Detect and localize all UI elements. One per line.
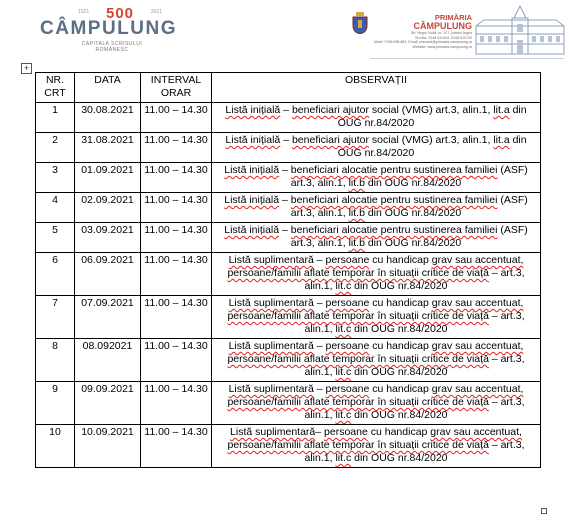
- observatii-text-segment: grav sau accentuat, persoane/familii aflate temporar în situații critice de viață: [227, 297, 524, 322]
- observatii-text-segment: social (VMG) art.3, alin.1,: [369, 134, 494, 146]
- observatii-text-segment: beneficiari alocatie pentru sustinerea familiei: [290, 194, 498, 206]
- observatii-text-segment: lit.c: [335, 366, 352, 378]
- cell-interval: 11.00 – 14.30: [141, 339, 212, 382]
- table-row: [36, 425, 541, 468]
- col-header-data: DATA: [75, 73, 141, 103]
- cell-nr: 7: [36, 296, 75, 339]
- observatii-text-segment: persoane: [324, 426, 368, 438]
- primaria-title: [412, 14, 472, 30]
- cell-interval: 11.00 – 14.30: [141, 163, 212, 193]
- cell-date: 31.08.2021: [75, 133, 141, 163]
- table-row: [36, 296, 541, 339]
- cell-observatii: [212, 103, 541, 133]
- cell-date: 09.09.2021: [75, 382, 141, 425]
- cell-nr: 8: [36, 339, 75, 382]
- cell-interval: 11.00 – 14.30: [141, 425, 212, 468]
- table-row: [36, 339, 541, 382]
- cell-interval: 11.00 – 14.30: [141, 253, 212, 296]
- cell-nr: 4: [36, 193, 75, 223]
- observatii-text-segment: din OUG nr.84/2020: [351, 366, 448, 378]
- cell-date: 10.09.2021: [75, 425, 141, 468]
- observatii-text-segment: –: [313, 383, 326, 395]
- cell-observatii: [212, 296, 541, 339]
- observatii-text-segment: Listă inițială: [225, 104, 281, 116]
- observatii-text-segment: social (VMG) art.3, alin.1,: [369, 104, 494, 116]
- observatii-text-segment: –: [279, 224, 291, 236]
- observatii-text-segment: cu handicap: [369, 297, 432, 309]
- cell-date: 06.09.2021: [75, 253, 141, 296]
- observatii-text-segment: – art.3, alin.1,: [304, 267, 525, 292]
- observatii-text-segment: persoane: [325, 383, 370, 395]
- cell-date: 08.092021: [75, 339, 141, 382]
- observatii-text-segment: lit.c: [335, 409, 352, 421]
- cell-date: 30.08.2021: [75, 103, 141, 133]
- observatii-text-segment: persoane: [325, 340, 370, 352]
- observatii-text-segment: cu handicap: [369, 340, 432, 352]
- observatii-text-segment: lit.b: [348, 207, 365, 219]
- cell-interval: 11.00 – 14.30: [141, 133, 212, 163]
- observatii-text-segment: lit.b: [348, 177, 365, 189]
- logo-year-left: 1521: [78, 9, 90, 15]
- observatii-text-segment: Listă inițială: [224, 164, 280, 176]
- coat-of-arms-icon: [352, 12, 368, 34]
- cell-observatii: [212, 133, 541, 163]
- observatii-text-segment: lit.c: [335, 280, 352, 292]
- observatii-text-segment: Listă inițială: [225, 134, 281, 146]
- primaria-contact-info: [372, 31, 472, 49]
- observatii-text-segment: – art.3, alin.1,: [304, 396, 525, 421]
- logo-subtitle: CAPITALA SCRISULUI ROMÂNESC: [81, 41, 143, 53]
- table-row: [36, 193, 541, 223]
- observatii-text-segment: din OUG nr.84/2020: [364, 207, 462, 219]
- cell-interval: 11.00 – 14.30: [141, 103, 212, 133]
- observatii-text-segment: grav sau accentuat, persoane/familii aflate temporar în situații critice de viață: [227, 426, 522, 451]
- table-move-handle-icon[interactable]: +: [21, 63, 32, 74]
- document-header: [0, 0, 569, 62]
- cell-observatii: [212, 163, 541, 193]
- observatii-text-segment: beneficiari ajutor: [291, 134, 370, 146]
- observatii-text-segment: –: [279, 194, 291, 206]
- observatii-text-segment: Listă suplimentară: [228, 340, 314, 352]
- observatii-text-segment: lit.c: [335, 323, 352, 335]
- contact-line: Tel./fax: 0248.511034; 0248.510700: [414, 35, 472, 40]
- observatii-text-segment: –: [280, 134, 292, 146]
- observatii-text-segment: cu handicap: [367, 426, 431, 438]
- cell-date: 01.09.2021: [75, 163, 141, 193]
- cell-observatii: [212, 425, 541, 468]
- observatii-text-segment: (ASF) art.3, alin.1,: [290, 164, 528, 189]
- cell-observatii: [212, 382, 541, 425]
- observatii-text-segment: din OUG nr.84/2020: [337, 104, 527, 129]
- col-header-nr-crt: NR. CRT: [36, 73, 75, 103]
- cell-nr: 2: [36, 133, 75, 163]
- cell-nr: 10: [36, 425, 75, 468]
- observatii-text-segment: din OUG nr.84/2020: [364, 177, 462, 189]
- observatii-text-segment: din OUG nr.84/2020: [351, 323, 448, 335]
- cell-observatii: [212, 339, 541, 382]
- cell-interval: 11.00 – 14.30: [141, 193, 212, 223]
- contact-line: Website: www.primaria-campulung.ro: [412, 44, 472, 49]
- observatii-text-segment: persoane: [325, 297, 370, 309]
- observatii-text-segment: Listă suplimentară: [228, 254, 314, 266]
- cell-date: 03.09.2021: [75, 223, 141, 253]
- logo-city-name: CÂMPULUNG: [40, 18, 177, 39]
- header-divider: [370, 58, 564, 59]
- table-row: [36, 382, 541, 425]
- primaria-line1: PRIMĂRIA: [434, 13, 472, 22]
- observatii-text-segment: beneficiari alocatie pentru sustinerea familiei: [290, 224, 498, 236]
- observatii-text-segment: Listă suplimentară: [228, 297, 314, 309]
- observatii-text-segment: din OUG nr.84/2020: [364, 237, 462, 249]
- cell-observatii: [212, 253, 541, 296]
- observatii-text-segment: –: [313, 254, 326, 266]
- cell-observatii: [212, 193, 541, 223]
- cell-nr: 9: [36, 382, 75, 425]
- observatii-text-segment: lit.b: [348, 237, 365, 249]
- observatii-text-segment: grav sau accentuat, persoane/familii aflate temporar în situații critice de viață: [227, 254, 524, 279]
- observatii-text-segment: – art.3, alin.1,: [304, 439, 525, 464]
- observatii-text-segment: din OUG nr.84/2020: [337, 134, 527, 159]
- campulung-500-logo: [40, 4, 177, 62]
- observatii-text-segment: – art.3, alin.1,: [304, 310, 525, 335]
- table-header-row: [36, 73, 541, 103]
- cell-interval: 11.00 – 14.30: [141, 223, 212, 253]
- contact-line: Str. Negru Vodă, nr. 127, județul Argeș: [410, 31, 472, 35]
- cell-nr: 1: [36, 103, 75, 133]
- observatii-text-segment: Listă inițială: [224, 224, 280, 236]
- logo-number: 500: [105, 5, 135, 22]
- cell-nr: 5: [36, 223, 75, 253]
- observatii-text-segment: –: [315, 426, 325, 438]
- observatii-text-segment: –: [313, 340, 326, 352]
- cell-nr: 3: [36, 163, 75, 193]
- observatii-text-segment: beneficiari alocatie pentru sustinerea familiei: [290, 164, 498, 176]
- observatii-text-segment: Listă suplimentară: [228, 383, 314, 395]
- observatii-text-segment: grav sau accentuat, persoane/familii aflate temporar în situații critice de viață: [227, 383, 524, 408]
- observatii-text-segment: –: [313, 297, 326, 309]
- observatii-text-segment: lit.a: [493, 104, 510, 116]
- observatii-text-segment: –: [279, 164, 291, 176]
- observatii-text-segment: (ASF) art.3, alin.1,: [290, 194, 528, 219]
- table-row: [36, 103, 541, 133]
- observatii-text-segment: cu handicap: [369, 254, 432, 266]
- cell-date: 02.09.2021: [75, 193, 141, 223]
- observatii-text-segment: grav sau accentuat, persoane/familii aflate temporar în situații critice de viață: [227, 340, 524, 365]
- table-row: [36, 223, 541, 253]
- col-header-interval-orar: INTERVAL ORAR: [141, 73, 212, 103]
- observatii-text-segment: (ASF) art.3, alin.1,: [290, 224, 528, 249]
- observatii-text-segment: din OUG nr.84/2020: [351, 409, 448, 421]
- table-row: [36, 163, 541, 193]
- observatii-text-segment: – art.3, alin.1,: [304, 353, 525, 378]
- distribution-schedule-table: [35, 72, 541, 468]
- observatii-text-segment: –: [280, 104, 292, 116]
- observatii-text-segment: persoane: [325, 254, 370, 266]
- observatii-text-segment: Listă suplimentară: [230, 426, 316, 438]
- cell-interval: 11.00 – 14.30: [141, 382, 212, 425]
- observatii-text-segment: din OUG nr.84/2020: [351, 452, 448, 464]
- observatii-text-segment: beneficiari ajutor: [291, 104, 370, 116]
- table-resize-handle[interactable]: [541, 508, 547, 514]
- cell-nr: 6: [36, 253, 75, 296]
- contact-line: Mobil: 0758.098.883, Email: primaria@primaria-campulung.ro: [373, 40, 472, 45]
- cell-date: 07.09.2021: [75, 296, 141, 339]
- observatii-text-segment: lit.c: [335, 452, 352, 464]
- observatii-text-segment: lit.a: [493, 134, 510, 146]
- observatii-text-segment: din OUG nr.84/2020: [351, 280, 448, 292]
- primaria-line2: CÂMPULUNG: [413, 21, 472, 31]
- observatii-text-segment: Listă inițială: [224, 194, 280, 206]
- observatii-text-segment: cu handicap: [369, 383, 432, 395]
- city-hall-building-icon: [474, 4, 566, 56]
- col-header-observatii: OBSERVAȚII: [212, 73, 541, 103]
- table-row: [36, 133, 541, 163]
- logo-year-right: 2021: [150, 9, 162, 15]
- cell-observatii: [212, 223, 541, 253]
- cell-interval: 11.00 – 14.30: [141, 296, 212, 339]
- table-row: [36, 253, 541, 296]
